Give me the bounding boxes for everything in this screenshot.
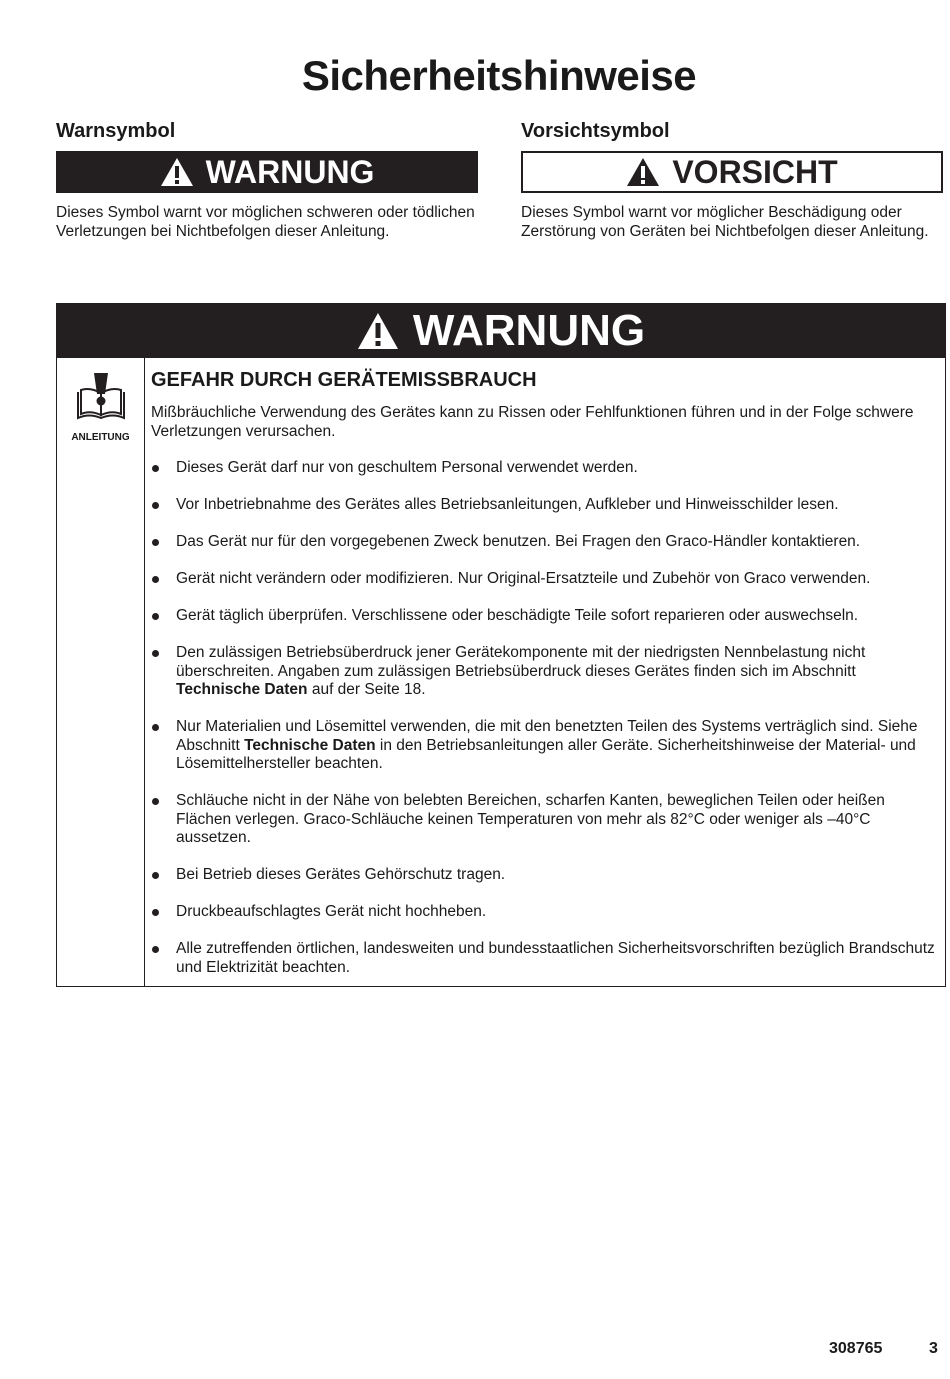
page-title: Sicherheitshinweise [301, 52, 697, 99]
warning-box-body [57, 358, 945, 986]
icon-label-anleitung: ANLEITUNG [71, 432, 130, 443]
list-item: Dieses Gerät darf nur von geschultem Personal verwendet werden. [151, 459, 937, 478]
caution-signal-label: VORSICHT [672, 154, 838, 190]
warning-triangle-icon [160, 157, 194, 187]
caution-symbol-description: Dieses Symbol warnt vor möglicher Beschädigung oder Zerstörung von Geräten bei Nichtbefolgen dieser Anleitung. [521, 204, 929, 240]
caution-triangle-icon [626, 157, 660, 187]
warning-content [151, 368, 937, 977]
section-title: GEFAHR DURCH GERÄTEMISSBRAUCH [151, 369, 537, 391]
page-number: 3 [929, 1340, 938, 1357]
warning-box-header-label: WARNUNG [412, 306, 646, 355]
warning-icon-column [57, 358, 145, 986]
warning-signal-label: WARNUNG [205, 154, 375, 190]
list-item: Gerät nicht verändern oder modifizieren. Nur Original-Ersatzteile und Zubehör von Graco verwenden. [151, 570, 937, 589]
list-item: Bei Betrieb dieses Gerätes Gehörschutz tragen. [151, 866, 937, 885]
section-intro: Mißbräuchliche Verwendung des Gerätes kann zu Rissen oder Fehlfunktionen führen und in der Folge schwere Verletzungen verursachen. [151, 404, 914, 440]
list-item: Das Gerät nur für den vorgegebenen Zweck benutzen. Bei Fragen den Graco-Händler kontaktieren. [151, 533, 937, 552]
bold-term: Technische Daten [244, 736, 376, 754]
warn-symbol-column [56, 119, 478, 241]
warning-box [56, 303, 946, 987]
read-manual-icon [75, 370, 127, 422]
bold-term: Technische Daten [176, 681, 308, 698]
warning-box-header [57, 304, 945, 358]
warn-symbol-description: Dieses Symbol warnt vor möglichen schweren oder tödlichen Verletzungen bei Nichtbefolgen dieser Anleitung. [56, 204, 475, 240]
warn-symbol-heading: Warnsymbol [56, 120, 176, 142]
list-item: Nur Materialien und Lösemittel verwenden, die mit den benetzten Teilen des Systems verträglich sind. Siehe Abschnitt Technische Daten in den Betriebsanleitungen aller Geräte. Sicherheitshinweise der Material- und Lösemittelhersteller beachten. [151, 718, 937, 774]
warning-signal-bar [56, 151, 478, 193]
list-item: Alle zutreffenden örtlichen, landesweiten und bundesstaatlichen Sicherheitsvorschriften bezüglich Brandschutz und Elektrizität beachten. [151, 940, 937, 977]
list-item: Vor Inbetriebnahme des Gerätes alles Betriebsanleitungen, Aufkleber und Hinweisschilder lesen. [151, 496, 937, 515]
warning-triangle-icon [357, 312, 399, 350]
list-item: Den zulässigen Betriebsüberdruck jener Gerätekomponente mit der niedrigsten Nennbelastung nicht überschreiten. Angaben zum zulässigen Betriebsüberdruck dieses Gerätes finden sich im Abschnitt Technische Daten auf der Seite 18. [151, 644, 937, 700]
caution-signal-bar [521, 151, 943, 193]
bullet-list [151, 459, 937, 977]
list-item: Schläuche nicht in der Nähe von belebten Bereichen, scharfen Kanten, beweglichen Teilen oder heißen Flächen verlegen. Graco-Schläuche keinen Temperaturen von mehr als 82°C oder weniger als –40°C aussetzen. [151, 792, 937, 848]
caution-symbol-heading: Vorsichtsymbol [521, 120, 670, 142]
caution-symbol-column [521, 119, 943, 241]
list-item: Druckbeaufschlagtes Gerät nicht hochheben. [151, 903, 937, 922]
doc-number: 308765 [829, 1340, 883, 1357]
list-item: Gerät täglich überprüfen. Verschlissene oder beschädigte Teile sofort reparieren oder auswechseln. [151, 607, 937, 626]
